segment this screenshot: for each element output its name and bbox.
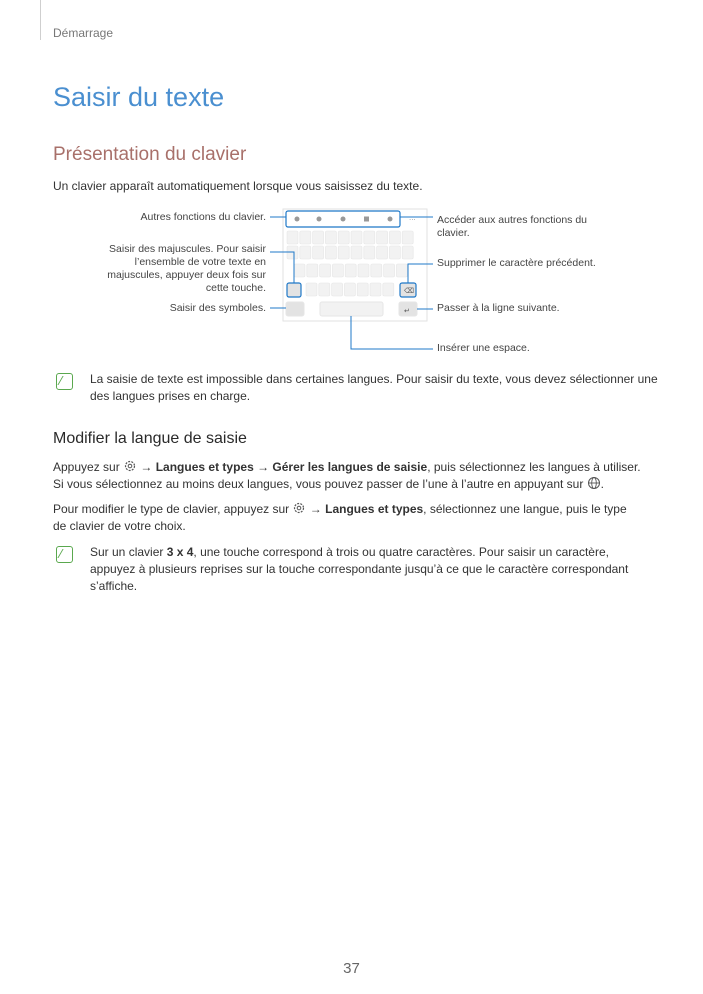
keyboard-key (370, 283, 381, 296)
keyboard-key (384, 264, 395, 277)
keyboard-key (389, 231, 400, 244)
toolbar-icon (388, 217, 393, 222)
toolbar-icon (364, 217, 369, 222)
note-text-1: La saisie de texte est impossible dans certaines langues. Pour saisir du texte, vous devez sélectionner une des langues prises en charge. (90, 372, 658, 403)
keyboard-key (294, 264, 305, 277)
shift-key (287, 283, 301, 297)
keyboard-key (300, 246, 311, 259)
keyboard-key (313, 231, 324, 244)
keyboard-key (357, 283, 368, 296)
note-icon (56, 546, 73, 563)
label-ligne: Passer à la ligne suivante. (437, 302, 560, 314)
keyboard-key (332, 283, 343, 296)
symbol-key (286, 302, 304, 316)
toolbar-icon (295, 217, 300, 222)
label-supprimer: Supprimer le caractère précédent. (437, 257, 596, 269)
label-acceder: Accéder aux autres fonctions du clavier. (437, 214, 588, 239)
keyboard-key (345, 264, 356, 277)
keyboard-key (364, 231, 375, 244)
keyboard-key (306, 283, 317, 296)
keyboard-key (313, 246, 324, 259)
label-symboles: Saisir des symboles. (169, 302, 266, 314)
keyboard-diagram (0, 200, 703, 360)
keyboard-key (396, 264, 407, 277)
label-majuscules: Saisir des majuscules. Pour saisir l’ensemble de votre texte en majuscules, appuyer deux fois sur cette touche. (107, 243, 266, 294)
keyboard-key (364, 246, 375, 259)
paragraph-language: Appuyez sur → Langues et types → Gérer les langues de saisie, puis sélectionnez les langues à utiliser. Si vous sélectionnez au moins deux langues, vous pouvez passer de l’une à l’autre en appuyant sur . (53, 460, 641, 491)
page-title: Saisir du texte (53, 82, 225, 112)
keyboard-key (338, 231, 349, 244)
paragraph-keyboard-type: Pour modifier le type de clavier, appuyez sur → Langues et types, sélectionnez une langue, puis le type de clavier de votre choix. (53, 502, 627, 533)
toolbar-icon (317, 217, 322, 222)
keyboard-key (325, 246, 336, 259)
keyboard-key (371, 264, 382, 277)
note-text-2: Sur un clavier 3 x 4, une touche correspond à trois ou quatre caractères. Pour saisir un caractère, appuyez à plusieurs reprises sur la touche correspondante jusqu’à ce que le caractère correspondant s’affiche. (90, 545, 629, 593)
keyboard-key (377, 231, 388, 244)
keyboard-key (383, 283, 394, 296)
keyboard-key (344, 283, 355, 296)
keyboard-key (358, 264, 369, 277)
note-icon (56, 373, 73, 390)
globe-icon (587, 476, 601, 490)
label-autres-fonctions: Autres fonctions du clavier. (140, 211, 266, 223)
keyboard-key (351, 231, 362, 244)
page-number: 37 (343, 960, 360, 977)
keyboard-key (307, 264, 318, 277)
svg-text:⌫: ⌫ (404, 287, 414, 295)
gear-icon (123, 459, 137, 473)
keyboard-key (402, 246, 413, 259)
subsection-heading: Modifier la langue de saisie (53, 430, 247, 447)
svg-text:↵: ↵ (404, 307, 410, 315)
keyboard-key (320, 264, 331, 277)
intro-text: Un clavier apparaît automatiquement lorsque vous saisissez du texte. (53, 179, 423, 193)
keyboard-key (402, 231, 413, 244)
header-rule (40, 0, 41, 40)
space-bar (320, 302, 383, 316)
keyboard-key (300, 231, 311, 244)
keyboard-key (287, 231, 298, 244)
toolbar-icon (341, 217, 346, 222)
gear-icon (292, 501, 306, 515)
label-espace: Insérer une espace. (437, 342, 530, 354)
keyboard-key (319, 283, 330, 296)
keyboard-key (351, 246, 362, 259)
running-header: Démarrage (53, 26, 114, 40)
keyboard-key (332, 264, 343, 277)
more-icon: ··· (409, 216, 416, 224)
keyboard-key (389, 246, 400, 259)
section-heading: Présentation du clavier (53, 144, 247, 165)
keyboard-key (338, 246, 349, 259)
keyboard-key (377, 246, 388, 259)
keyboard-key (325, 231, 336, 244)
